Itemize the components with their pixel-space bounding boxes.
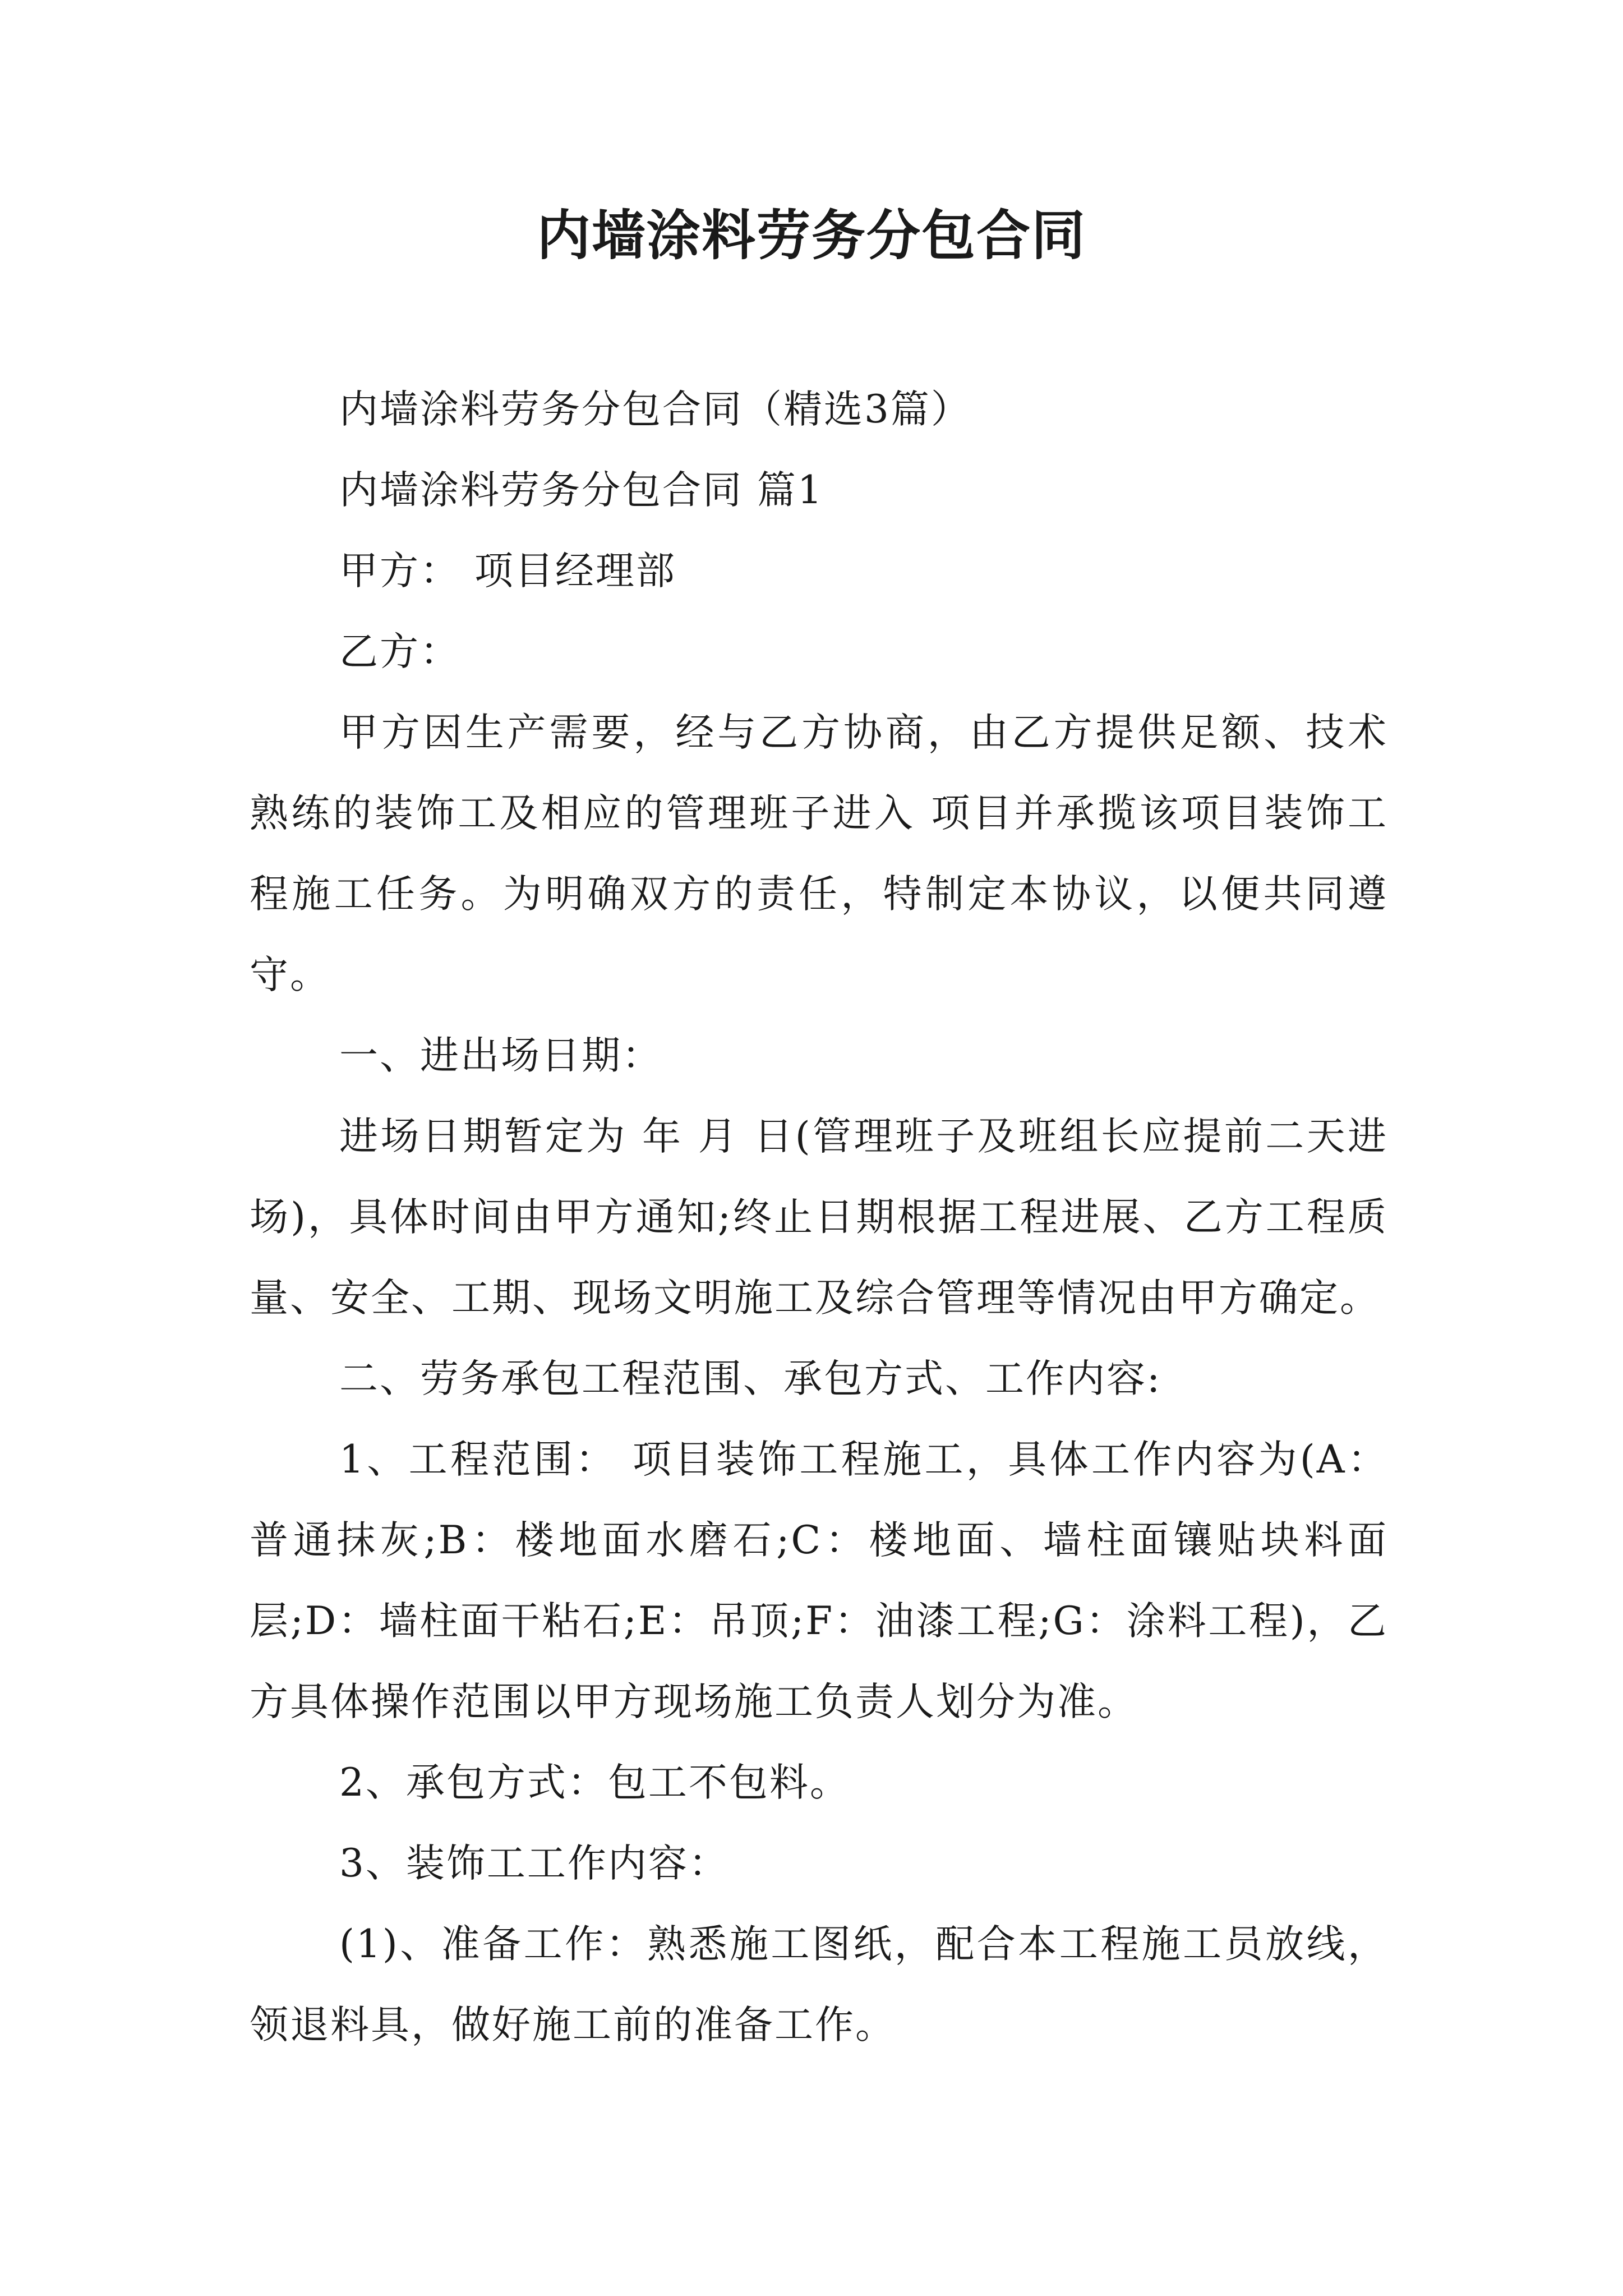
paragraph-preamble: 甲方因生产需要，经与乙方协商，由乙方提供足额、技术熟练的装饰工及相应的管理班子进入 项目并承揽该项目装饰工程施工任务。为明确双方的责任，特制定本协议，以便共同遵守。 xyxy=(250,710,1388,997)
clause-scope: 1、工程范围： 项目装饰工程施工，具体工作内容为(A：普通抹灰;B：楼地面水磨石;C：楼地面、墙柱面镶贴块料面层;D：墙柱面干粘石;E：吊顶;F：油漆工程;G：涂料工程)，乙方具体操作范围以甲方现场施工负责人划分为准。 xyxy=(250,1437,1388,1724)
clause-preparation: (1)、准备工作：熟悉施工图纸，配合本工程施工员放线，领退料具，做好施工前的准备工作。 xyxy=(250,1922,1388,2047)
document-body xyxy=(250,369,1388,2065)
paragraph-part-heading: 内墙涂料劳务分包合同 篇1 xyxy=(339,468,824,513)
clause-work-content: 3、装饰工工作内容： xyxy=(339,1841,729,1886)
document-title: 内墙涂料劳务分包合同 xyxy=(537,204,1086,267)
paragraph-party-a: 甲方： 项目经理部 xyxy=(339,549,676,593)
clause-contract-method: 2、承包方式：包工不包料。 xyxy=(339,1760,850,1805)
section-heading-scope: 二、劳务承包工程范围、承包方式、工作内容: xyxy=(339,1356,1162,1401)
paragraph-dates: 进场日期暂定为 年 月 日(管理班子及班组长应提前二天进场)，具体时间由甲方通知;终止日期根据工程进展、乙方工程质量、安全、工期、现场文明施工及综合管理等情况由甲方确定。 xyxy=(250,1114,1388,1320)
section-heading-dates: 一、进出场日期： xyxy=(339,1033,662,1078)
paragraph-party-b: 乙方： xyxy=(339,629,460,674)
paragraph-subtitle: 内墙涂料劳务分包合同（精选3篇） xyxy=(339,387,971,432)
